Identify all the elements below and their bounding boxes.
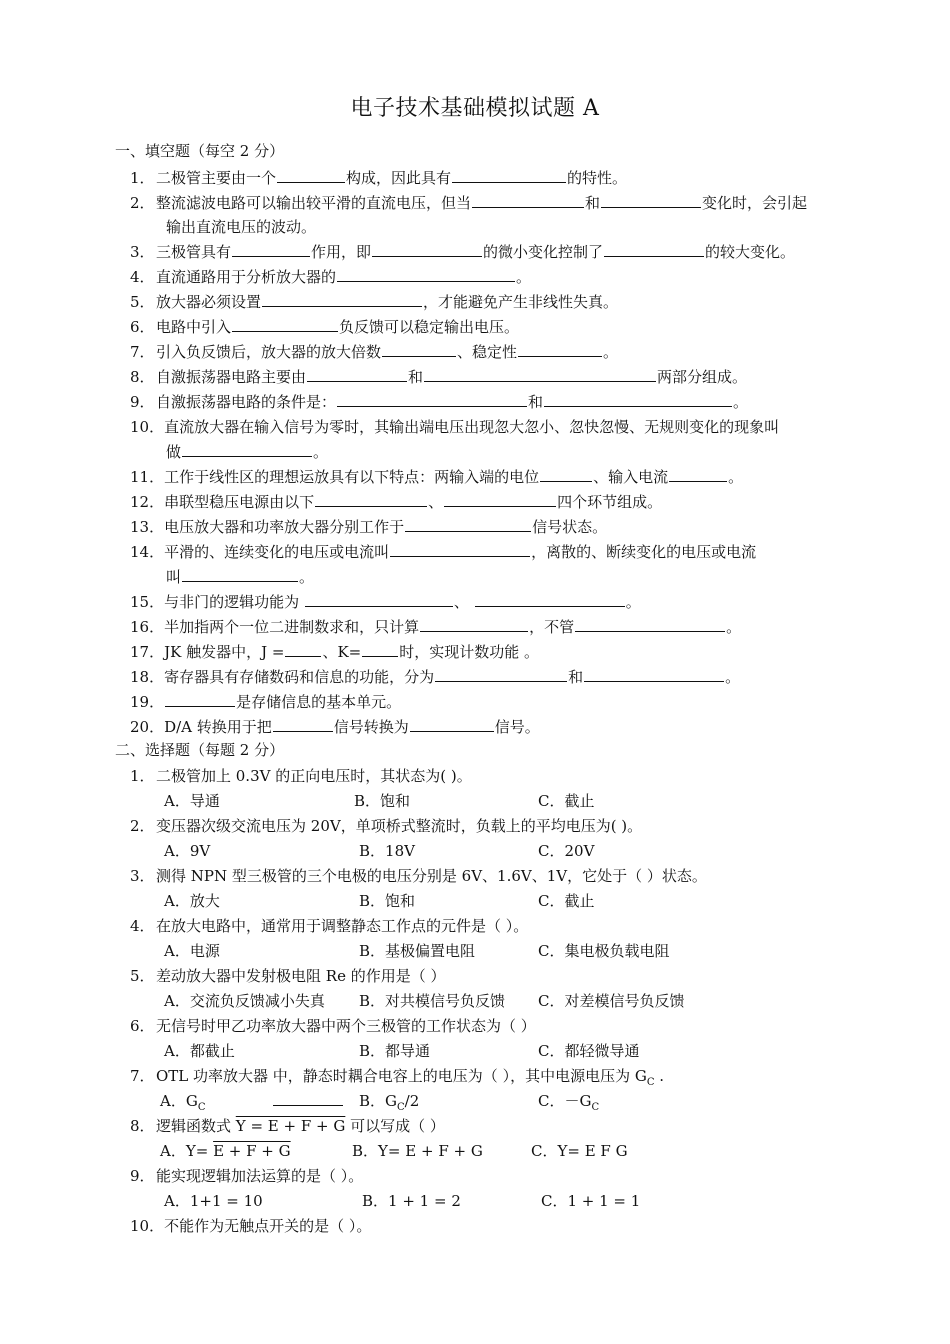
fill-question-3: 3．三极管具有 作用，即 的微小变化控制了 的较大变化。 [130, 243, 796, 261]
choice-3-option-b: B．饱和 [359, 892, 416, 910]
choice-3-option-a: A．放大 [164, 892, 220, 910]
choice-8-option-a: A．Y= E + F + G [160, 1142, 291, 1160]
choice-7-option-c: C．$-G_C$ [538, 1092, 600, 1113]
fill-question-2: 2．整流滤波电路可以输出较平滑的直流电压，但当 和 变化时，会引起 [130, 194, 808, 212]
choice-question-10: 10．不能作为无触点开关的是（ ）。 [130, 1217, 372, 1235]
choice-question-9: 9．能实现逻辑加法运算的是（ ）。 [130, 1167, 364, 1185]
choice-9-option-a: A．1+1 = 10 [164, 1192, 263, 1210]
choice-question-3: 3．测得 NPN 型三极管的三个电极的电压分别是 6V、1.6V、1V，它处于（ ）状态。 [130, 867, 707, 885]
choice-4-option-b: B．基极偏置电阻 [359, 942, 476, 960]
fill-question-18: 18．寄存器具有存储数码和信息的功能，分为 和 。 [130, 668, 741, 686]
choice-1-option-b: B．饱和 [354, 792, 411, 810]
choice-2-option-b: B．18V [359, 842, 415, 860]
choice-4-option-a: A．电源 [164, 942, 220, 960]
choice-6-option-a: A．都截止 [164, 1042, 235, 1060]
fill-question-1: 1．二极管主要由一个 构成，因此具有 的特性。 [130, 169, 628, 187]
fill-question-14-cont: 叫 。 [166, 568, 315, 586]
choice-3-option-c: C．截止 [538, 892, 595, 910]
choice-2-option-a: A．9V [164, 842, 211, 860]
choice-6-option-c: C．都轻微导通 [538, 1042, 640, 1060]
choice-7-option-b: B．$G_C/2$ [359, 1092, 420, 1113]
fill-question-11: 11．工作于线性区的理想运放具有以下特点：两输入端的电位 、输入电流 。 [130, 468, 744, 486]
choice-question-5: 5．差动放大器中发射极电阻 Re 的作用是（ ） [130, 967, 446, 985]
choice-9-option-c: C．1 + 1 = 1 [541, 1192, 641, 1210]
fill-question-8: 8．自激振荡器电路主要由 和 两部分组成。 [130, 368, 748, 386]
choice-question-1: 1．二极管加上 0.3V 的正向电压时，其状态为( )。 [130, 767, 472, 785]
choice-question-7: 7．OTL 功率放大器 中，静态时耦合电容上的电压为（ ），其中电源电压为 $G_C$ . [130, 1067, 665, 1088]
fill-question-7: 7．引入负反馈后，放大器的放大倍数 、稳定性 。 [130, 343, 619, 361]
fill-question-16: 16．半加指两个一位二进制数求和，只计算 ，不管 。 [130, 618, 742, 636]
fill-question-14: 14．平滑的、连续变化的电压或电流叫 ，离散的、断续变化的电压或电流 [130, 543, 757, 561]
fill-question-13: 13．电压放大器和功率放大器分别工作于 信号状态。 [130, 518, 608, 536]
choice-question-2: 2．变压器次级交流电压为 20V，单项桥式整流时，负载上的平均电压为( )。 [130, 817, 643, 835]
fill-question-5: 5．放大器必须设置 ，才能避免产生非线性失真。 [130, 293, 619, 311]
choice-9-option-b: B．1 + 1 = 2 [362, 1192, 461, 1210]
fill-question-6: 6．电路中引入 负反馈可以稳定输出电压。 [130, 318, 520, 336]
fill-question-2-cont: 输出直流电压的波动。 [166, 218, 317, 236]
fill-question-10-cont: 做 。 [166, 443, 329, 461]
choice-1-option-c: C．截止 [538, 792, 595, 810]
section-choice-title: 二、选择题（每题 2 分） [115, 741, 285, 759]
choice-7-option-a: A．$G_C$ [160, 1092, 206, 1113]
fill-question-17: 17．JK 触发器中，J = 、K= 时，实现计数功能 。 [130, 643, 539, 661]
fill-question-10: 10．直流放大器在输入信号为零时，其输出端电压出现忽大忽小、忽快忽慢、无规则变化的现象叫 [130, 418, 780, 436]
choice-4-option-c: C．集电极负载电阻 [538, 942, 670, 960]
choice-8-option-c: C．Y= E F G [531, 1142, 628, 1160]
choice-5-option-c: C．对差模信号负反馈 [538, 992, 685, 1010]
section-fill-title: 一、填空题（每空 2 分） [115, 142, 285, 160]
choice-question-6: 6．无信号时甲乙功率放大器中两个三极管的工作状态为（ ） [130, 1017, 536, 1035]
fill-question-15: 15．与非门的逻辑功能为 、 。 [130, 593, 641, 611]
choice-question-8: 8．逻辑函数式 Y = E + F + G 可以写成（ ） [130, 1117, 445, 1135]
choice-2-option-c: C．20V [538, 842, 595, 860]
choice-6-option-b: B．都导通 [359, 1042, 431, 1060]
fill-question-4: 4．直流通路用于分析放大器的 。 [130, 268, 532, 286]
choice-8-option-b: B．Y= E + F + G [352, 1142, 483, 1160]
choice-question-4: 4．在放大电路中，通常用于调整静态工作点的元件是（ ）。 [130, 917, 529, 935]
page-title: 电子技术基础模拟试题 A [350, 96, 600, 121]
choice-7-blank-line [272, 1090, 344, 1112]
choice-5-option-b: B．对共模信号负反馈 [359, 992, 506, 1010]
choice-5-option-a: A．交流负反馈减小失真 [164, 992, 325, 1010]
fill-question-9: 9．自激振荡器电路的条件是： 和 。 [130, 393, 749, 411]
fill-question-12: 12．串联型稳压电源由以下 、 四个环节组成。 [130, 493, 663, 511]
fill-question-19: 19． 是存储信息的基本单元。 [130, 693, 402, 711]
fill-question-20: 20．D/A 转换用于把 信号转换为 信号。 [130, 718, 540, 736]
choice-1-option-a: A．导通 [164, 792, 220, 810]
